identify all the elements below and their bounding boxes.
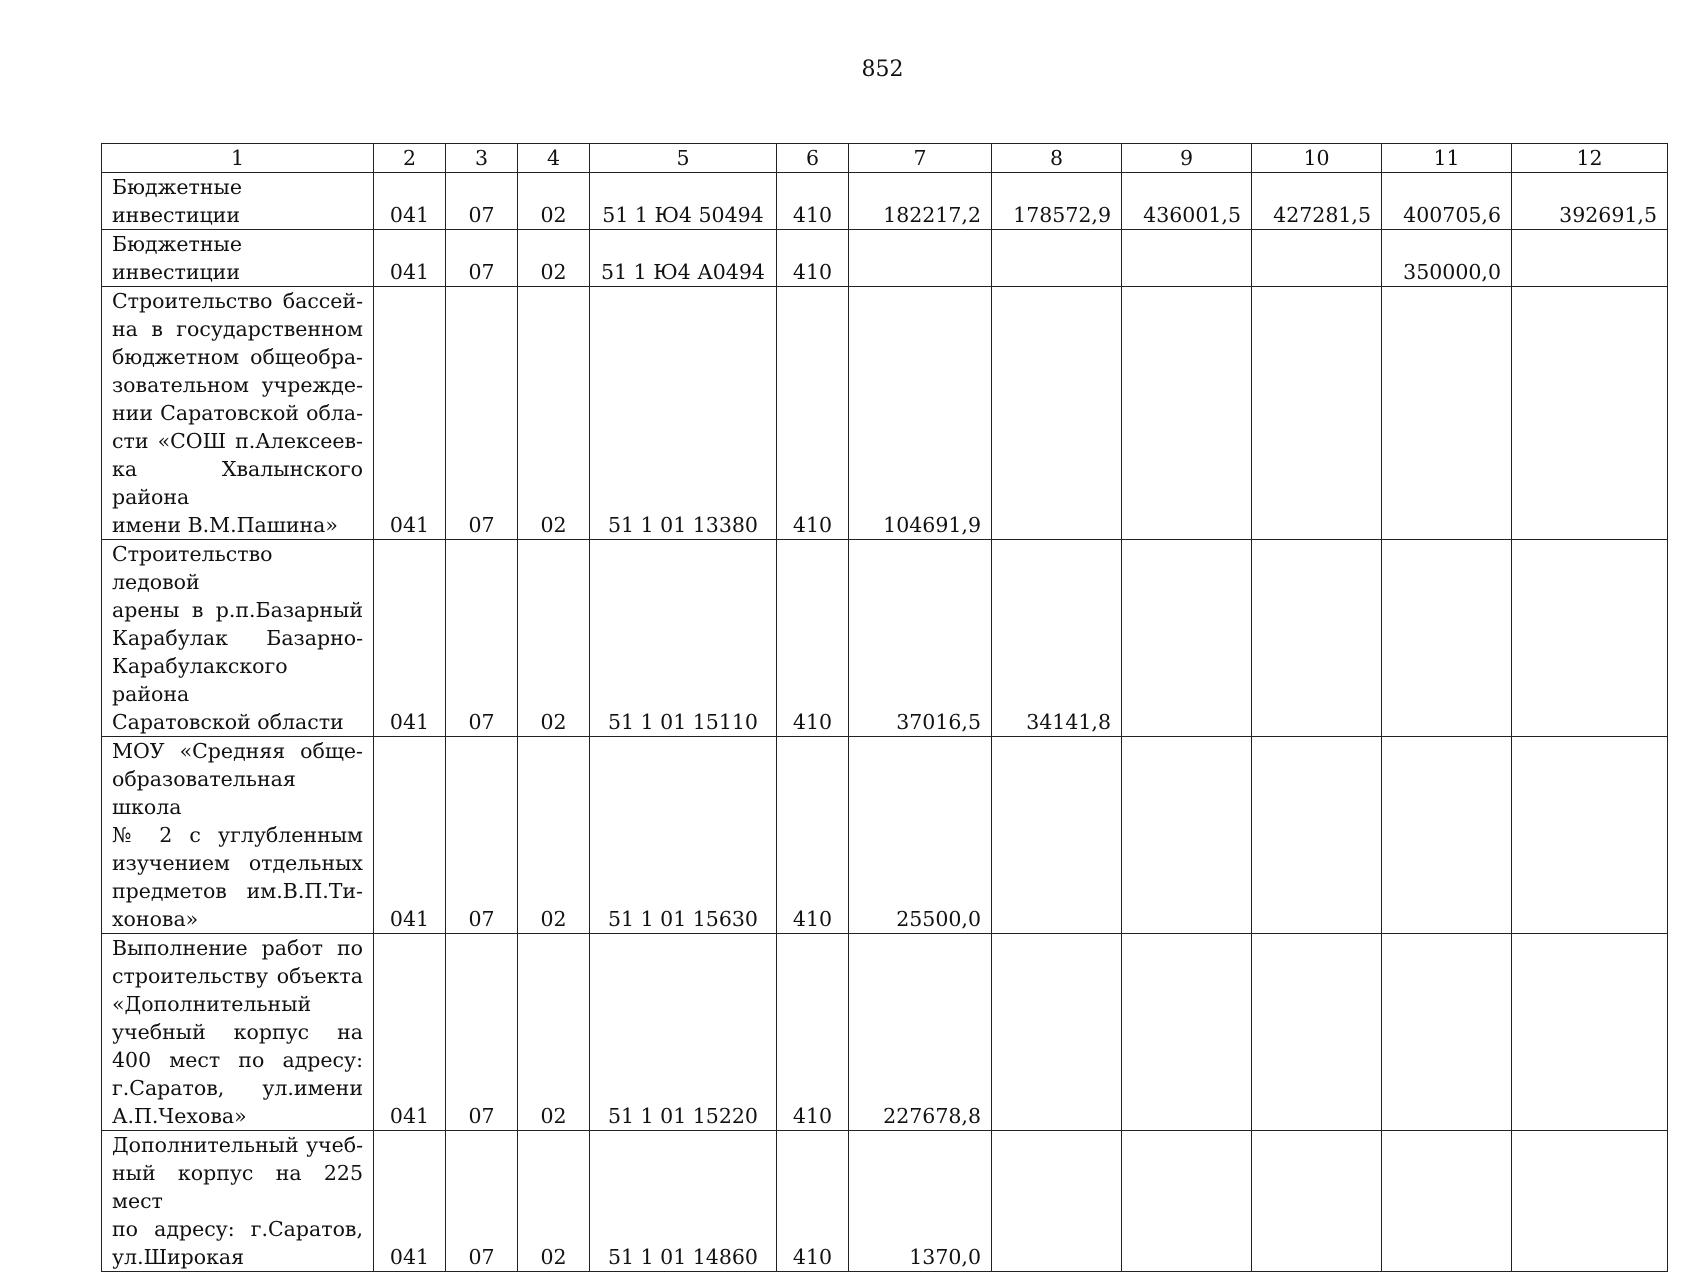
expense-type-cell: 410: [777, 230, 849, 287]
column-header: 9: [1122, 144, 1252, 173]
amount-col12-cell: [1512, 230, 1668, 287]
amount-col10-cell: [1252, 1131, 1382, 1272]
target-article-cell: 51 1 01 15220: [590, 934, 777, 1131]
table-row: [102, 540, 1668, 737]
item-name-line: хонова»: [112, 907, 199, 931]
column-header: 1: [102, 144, 374, 173]
budget-table: [101, 143, 1668, 1272]
item-name-line: учебный корпус на: [112, 1020, 363, 1044]
item-name-line: по адресу: г.Саратов,: [112, 1217, 363, 1241]
amount-col12-cell: [1512, 1131, 1668, 1272]
item-name-line: ка Хвалынского района: [112, 457, 363, 509]
table-row: [102, 287, 1668, 540]
column-header: 12: [1512, 144, 1668, 173]
amount-col10-cell: [1252, 230, 1382, 287]
code-section-cell: 07: [446, 287, 518, 540]
item-name-line: Выполнение работ по: [112, 936, 363, 960]
item-name-line: № 2 с углубленным: [112, 823, 363, 847]
amount-col9-cell: [1122, 737, 1252, 934]
amount-col11-cell: [1382, 737, 1512, 934]
code-ministry-cell: 041: [374, 287, 446, 540]
table-row: [102, 173, 1668, 230]
item-name-line: бюджетном общеобра-: [112, 345, 363, 369]
amount-col11-cell: [1382, 1131, 1512, 1272]
item-name-line: Строительство бассей-: [112, 289, 363, 313]
item-name-line: 400 мест по адресу:: [112, 1048, 363, 1072]
amount-col8-cell: 178572,9: [992, 173, 1122, 230]
table-row: [102, 737, 1668, 934]
target-article-cell: 51 1 01 15630: [590, 737, 777, 934]
target-article-cell: 51 1 Ю4 А0494: [590, 230, 777, 287]
column-header: 4: [518, 144, 590, 173]
item-name-cell: [102, 287, 374, 540]
item-name-line: «Дополнительный: [112, 992, 312, 1016]
code-ministry-cell: 041: [374, 173, 446, 230]
code-subsection-cell: 02: [518, 287, 590, 540]
column-header: 10: [1252, 144, 1382, 173]
amount-col9-cell: [1122, 540, 1252, 737]
item-name-line: Карабулакского района: [112, 654, 288, 706]
amount-col10-cell: 427281,5: [1252, 173, 1382, 230]
item-name-line: Бюджетные инвестиции: [112, 175, 242, 227]
expense-type-cell: 410: [777, 287, 849, 540]
amount-col7-cell: 25500,0: [849, 737, 992, 934]
item-name-line: г.Саратов, ул.имени: [112, 1076, 363, 1100]
table-row: [102, 934, 1668, 1131]
amount-col8-cell: [992, 737, 1122, 934]
amount-col10-cell: [1252, 737, 1382, 934]
target-article-cell: 51 1 01 13380: [590, 287, 777, 540]
amount-col12-cell: [1512, 934, 1668, 1131]
item-name-line: образовательная школа: [112, 767, 296, 819]
code-subsection-cell: 02: [518, 173, 590, 230]
amount-col8-cell: [992, 1131, 1122, 1272]
item-name-line: имени В.М.Пашина»: [112, 513, 338, 537]
target-article-cell: 51 1 Ю4 50494: [590, 173, 777, 230]
amount-col12-cell: 392691,5: [1512, 173, 1668, 230]
amount-col10-cell: [1252, 934, 1382, 1131]
amount-col9-cell: [1122, 1131, 1252, 1272]
code-subsection-cell: 02: [518, 1131, 590, 1272]
expense-type-cell: 410: [777, 934, 849, 1131]
target-article-cell: 51 1 01 14860: [590, 1131, 777, 1272]
item-name-line: Строительство ледовой: [112, 542, 273, 594]
item-name-line: МОУ «Средняя обще-: [112, 739, 363, 763]
amount-col11-cell: 350000,0: [1382, 230, 1512, 287]
amount-col7-cell: [849, 230, 992, 287]
item-name-line: зовательном учрежде-: [112, 373, 363, 397]
table-row: [102, 230, 1668, 287]
amount-col10-cell: [1252, 540, 1382, 737]
code-section-cell: 07: [446, 173, 518, 230]
amount-col12-cell: [1512, 737, 1668, 934]
amount-col12-cell: [1512, 287, 1668, 540]
item-name-cell: [102, 1131, 374, 1272]
amount-col7-cell: 1370,0: [849, 1131, 992, 1272]
item-name-cell: [102, 173, 374, 230]
amount-col11-cell: [1382, 540, 1512, 737]
amount-col7-cell: 37016,5: [849, 540, 992, 737]
amount-col7-cell: 182217,2: [849, 173, 992, 230]
amount-col10-cell: [1252, 287, 1382, 540]
code-subsection-cell: 02: [518, 934, 590, 1131]
column-header: 7: [849, 144, 992, 173]
amount-col9-cell: [1122, 230, 1252, 287]
amount-col7-cell: 104691,9: [849, 287, 992, 540]
expense-type-cell: 410: [777, 1131, 849, 1272]
item-name-line: строительству объекта: [112, 964, 363, 988]
table-header-row: [102, 144, 1668, 173]
amount-col8-cell: 34141,8: [992, 540, 1122, 737]
code-subsection-cell: 02: [518, 230, 590, 287]
code-section-cell: 07: [446, 737, 518, 934]
column-header: 8: [992, 144, 1122, 173]
code-ministry-cell: 041: [374, 230, 446, 287]
amount-col9-cell: 436001,5: [1122, 173, 1252, 230]
item-name-line: А.П.Чехова»: [112, 1104, 247, 1128]
column-header: 11: [1382, 144, 1512, 173]
item-name-line: предметов им.В.П.Ти-: [112, 879, 363, 903]
item-name-cell: [102, 737, 374, 934]
item-name-line: на в государственном: [112, 317, 363, 341]
item-name-line: Бюджетные инвестиции: [112, 232, 242, 284]
expense-type-cell: 410: [777, 173, 849, 230]
amount-col9-cell: [1122, 934, 1252, 1131]
code-subsection-cell: 02: [518, 737, 590, 934]
amount-col11-cell: 400705,6: [1382, 173, 1512, 230]
code-ministry-cell: 041: [374, 934, 446, 1131]
column-header: 6: [777, 144, 849, 173]
code-ministry-cell: 041: [374, 737, 446, 934]
item-name-line: арены в р.п.Базарный: [112, 598, 363, 622]
item-name-line: изучением отдельных: [112, 851, 363, 875]
item-name-cell: [102, 540, 374, 737]
amount-col8-cell: [992, 287, 1122, 540]
table-row: [102, 1131, 1668, 1272]
code-subsection-cell: 02: [518, 540, 590, 737]
item-name-line: сти «СОШ п.Алексеев-: [112, 429, 363, 453]
item-name-cell: [102, 934, 374, 1131]
item-name-line: Карабулак Базарно-: [112, 626, 363, 650]
item-name-line: ул.Широкая: [112, 1245, 245, 1269]
amount-col11-cell: [1382, 287, 1512, 540]
amount-col8-cell: [992, 934, 1122, 1131]
code-section-cell: 07: [446, 230, 518, 287]
item-name-line: нии Саратовской обла-: [112, 401, 363, 425]
column-header: 2: [374, 144, 446, 173]
item-name-cell: [102, 230, 374, 287]
amount-col9-cell: [1122, 287, 1252, 540]
code-section-cell: 07: [446, 934, 518, 1131]
amount-col7-cell: 227678,8: [849, 934, 992, 1131]
code-section-cell: 07: [446, 540, 518, 737]
code-section-cell: 07: [446, 1131, 518, 1272]
item-name-line: Саратовской области: [112, 710, 344, 734]
expense-type-cell: 410: [777, 737, 849, 934]
expense-type-cell: 410: [777, 540, 849, 737]
code-ministry-cell: 041: [374, 1131, 446, 1272]
code-ministry-cell: 041: [374, 540, 446, 737]
amount-col12-cell: [1512, 540, 1668, 737]
amount-col8-cell: [992, 230, 1122, 287]
column-header: 3: [446, 144, 518, 173]
page-number: 852: [861, 57, 904, 82]
amount-col11-cell: [1382, 934, 1512, 1131]
column-header: 5: [590, 144, 777, 173]
target-article-cell: 51 1 01 15110: [590, 540, 777, 737]
item-name-line: ный корпус на 225 мест: [112, 1161, 363, 1213]
item-name-line: Дополнительный учеб-: [112, 1133, 363, 1157]
